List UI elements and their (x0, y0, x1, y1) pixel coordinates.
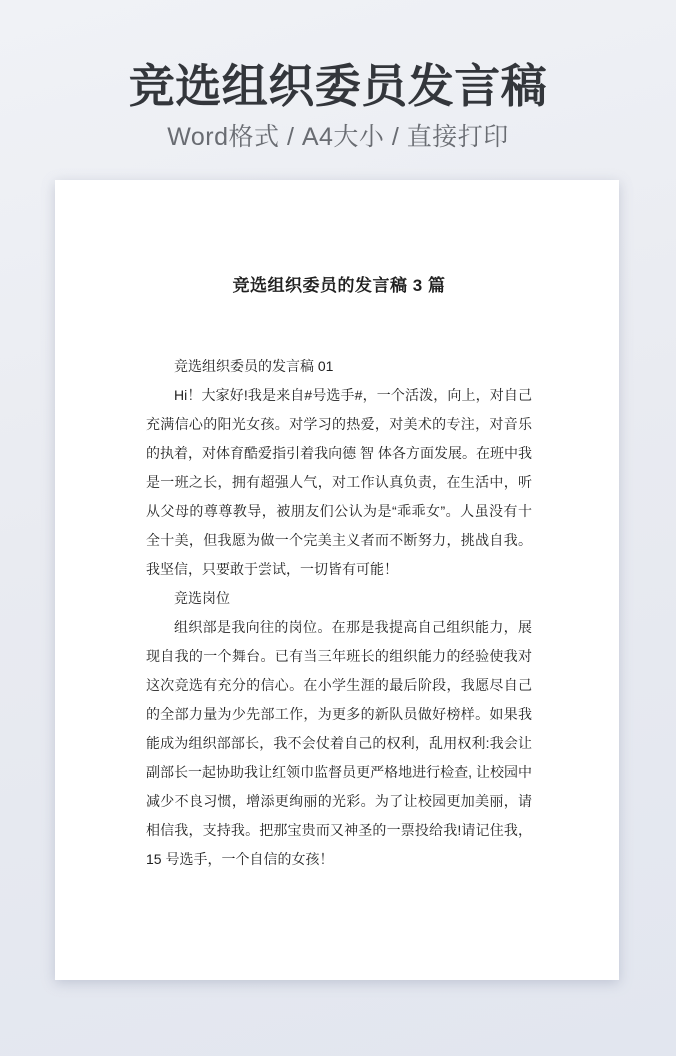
page-title: 竞选组织委员发言稿 (128, 60, 548, 112)
document-page (55, 180, 619, 980)
paragraph: 组织部是我向往的岗位。在那是我提高自己组织能力，展现自我的一个舞台。已有当三年班长的组织能力的经验使我对这次竞选有充分的信心。在小学生涯的最后阶段，我愿尽自己的全部力量为少先部工作，为更多的新队员做好榜样。如果我能成为组织部部长，我不会仗着自己的权利，乱用权利:我会让副部长一起协助我让红领巾监督员更严格地进行检查, 让校园中减少不良习惯，增添更绚丽的光彩。为了让校园更加美丽，请相信我，支持我。把那宝贵而又神圣的一票投给我!请记住我，15 号选手，一个自信的女孩！ (146, 619, 532, 867)
paragraph: Hi！大家好!我是来自#号选手#，一个活泼，向上，对自己充满信心的阳光女孩。对学习的热爱，对美术的专注，对音乐的执着，对体育酷爱指引着我向德 智 体各方面发展。在班中我是一班之长，拥有超强人气，对工作认真负责，在生活中，听从父母的尊尊教导，被朋友们公认为是“乖乖女”。人虽没有十全十美，但我愿为做一个完美主义者而不断努力，挑战自我。我坚信，只要敢于尝试，一切皆有可能！ (146, 387, 532, 577)
page-subtitle: Word格式 / A4大小 / 直接打印 (167, 123, 509, 151)
document-body (146, 352, 532, 874)
section-heading: 竞选组织委员的发言稿 01 (174, 358, 334, 374)
document-title: 竞选组织委员的发言稿 3 篇 (232, 276, 446, 295)
section-heading: 竞选岗位 (174, 590, 230, 606)
header (0, 0, 676, 153)
